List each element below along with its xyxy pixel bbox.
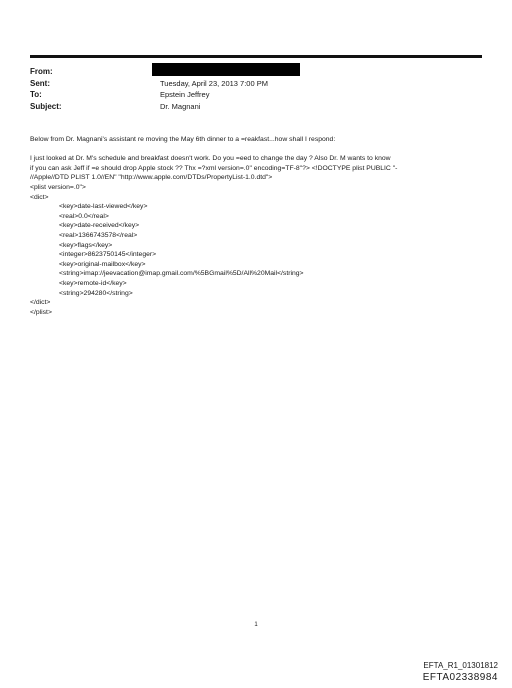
dict-line: <string>imap://jeevacation@imap.gmail.com/%5BGmail%5D/All%20Mail</string> [59, 270, 304, 278]
dict-line: <key>remote-id</key> [59, 279, 127, 287]
to-row [30, 89, 268, 101]
sent-label: Sent: [30, 78, 50, 88]
intro-text: Below from Dr. Magnani's assistant re moving the May 6th dinner to a =reakfast...how shall I respond: [30, 136, 336, 143]
page-number: 1 [254, 622, 258, 628]
dict-close: </dict> [30, 299, 51, 307]
subject-value: Dr. Magnani [160, 101, 201, 111]
to-label: To: [30, 90, 42, 100]
body-line: if you can ask Jeff if =e should drop Apple stock ?? Thx =?xml version=.0" encoding=TF-8"?> <!DOCTYPE plist PUBLIC "- [30, 164, 398, 172]
sent-row [30, 78, 268, 90]
dict-line: <real>1366743578</real> [59, 231, 138, 239]
dict-line: <key>original-mailbox</key> [59, 260, 146, 268]
to-value: Epstein Jeffrey [160, 90, 210, 100]
dict-line: <real>0.0</real> [59, 212, 109, 220]
subject-label: Subject: [30, 101, 62, 111]
dict-line: <key>date-received</key> [59, 222, 140, 230]
dict-line: <key>flags</key> [59, 241, 113, 249]
plist-open: <plist version=.0"> [30, 183, 86, 191]
body-line: I just looked at Dr. M's schedule and breakfast doesn't work. Do you =eed to change the day ? Also Dr. M wants to know [30, 155, 391, 163]
header-rule [30, 55, 482, 58]
sent-value: Tuesday, April 23, 2013 7:00 PM [160, 78, 268, 88]
bates-number-secondary: EFTA02338984 [422, 672, 498, 683]
dict-open: <dict> [30, 193, 49, 201]
dict-line: <string>294280</string> [59, 289, 133, 297]
dict-line: <key>date-last-viewed</key> [59, 203, 148, 211]
email-body [30, 135, 485, 317]
plist-close: </plist> [30, 308, 52, 316]
bates-number-primary: EFTA_R1_01301812 [423, 661, 498, 670]
redaction-bar [152, 63, 300, 76]
body-line: //Apple//DTD PLIST 1.0//EN" "http://www.apple.com/DTDs/PropertyList-1.0.dtd"> [30, 174, 273, 182]
dict-line: <integer>8623750145</integer> [59, 251, 157, 259]
subject-row [30, 101, 268, 113]
from-label: From: [30, 67, 53, 77]
